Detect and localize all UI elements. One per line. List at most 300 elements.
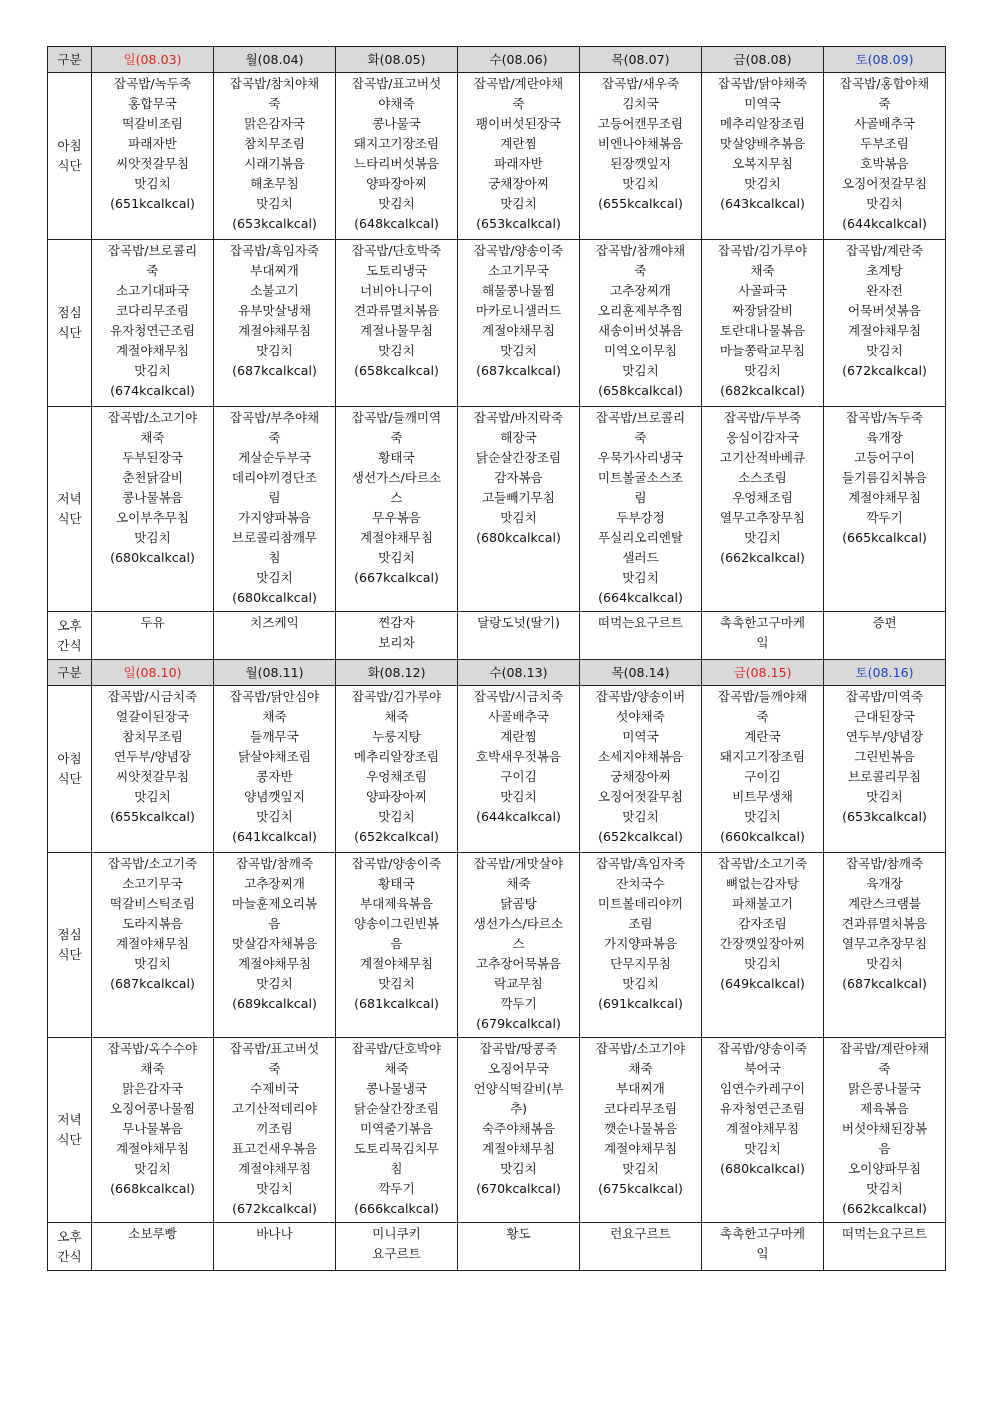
menu-line: 맛김치 — [622, 570, 659, 585]
lunch-cell — [336, 853, 458, 1038]
menu-line: 깍두기 — [500, 996, 537, 1011]
menu-line: 콩나물볶음 — [122, 490, 183, 505]
menu-line: 촉촉한고구마케 — [719, 1226, 806, 1241]
menu-line: 채죽 — [140, 1061, 165, 1076]
menu-line: 잡곡밥/땅콩죽 — [479, 1041, 558, 1056]
menu-line: (643kcalkcal) — [720, 196, 805, 211]
menu-line: 오후 — [57, 617, 82, 633]
menu-line: 맛김치 — [378, 196, 415, 211]
menu-line: 육개장 — [866, 876, 903, 891]
menu-line: 잡곡밥/표고버섯 — [351, 76, 442, 91]
menu-line: 계절야채무침 — [116, 1141, 189, 1156]
lunch-cell — [824, 240, 946, 407]
menu-line: 도라지볶음 — [122, 916, 183, 931]
menu-line: 맛김치 — [134, 956, 171, 971]
menu-line: 잡곡밥/녹두죽 — [113, 76, 192, 91]
menu-line: 돼지고기장조림 — [353, 136, 440, 151]
menu-line: 된장깻잎지 — [610, 156, 671, 171]
menu-line: 고기산적바베큐 — [719, 450, 806, 465]
menu-line: 맛살양배추볶음 — [719, 136, 806, 151]
menu-line: 죽 — [390, 430, 403, 445]
menu-line: (658kcalkcal) — [598, 383, 683, 398]
menu-line: 닭순살간장조림 — [353, 1101, 440, 1116]
breakfast-row — [48, 686, 946, 853]
menu-line: 간식 — [57, 1248, 82, 1264]
menu-line: 맛김치 — [134, 530, 171, 545]
menu-line: (668kcalkcal) — [110, 1181, 195, 1196]
menu-line: 맛살감자채볶음 — [231, 936, 318, 951]
menu-line: (662kcalkcal) — [720, 550, 805, 565]
menu-line: 닭곰탕 — [500, 896, 537, 911]
menu-line: 수제비국 — [250, 1081, 299, 1096]
menu-line: 맛김치 — [866, 1181, 903, 1196]
menu-line: 콩나물냉국 — [366, 1081, 427, 1096]
menu-line: 잡곡밥/양송이버 — [595, 689, 686, 704]
menu-line: 죽 — [756, 709, 769, 724]
menu-line: 소세지야채볶음 — [597, 749, 684, 764]
menu-line: (653kcalkcal) — [232, 216, 317, 231]
snack-row — [48, 1223, 946, 1271]
menu-line: 사골배추국 — [488, 709, 549, 724]
menu-line: 너비아니구이 — [360, 283, 433, 298]
menu-line: 고추장찌개 — [610, 283, 671, 298]
menu-line: 죽 — [268, 430, 281, 445]
snack-cell — [92, 1223, 214, 1271]
menu-line: 잡곡밥/들깨미역 — [351, 410, 442, 425]
menu-line: 오이부추무침 — [116, 510, 189, 525]
menu-line: 증편 — [872, 615, 897, 630]
dinner-cell — [214, 1038, 336, 1223]
day-header: 화(08.05) — [336, 47, 458, 73]
menu-line: 맛김치 — [622, 363, 659, 378]
menu-line: (667kcalkcal) — [354, 570, 439, 585]
menu-line: 저녁 — [57, 1112, 82, 1127]
dinner-cell — [824, 1038, 946, 1223]
menu-line: 맛김치 — [378, 809, 415, 824]
menu-line: 황태국 — [378, 876, 415, 891]
menu-line: 유자청연근조림 — [719, 1101, 806, 1116]
menu-line: 참치무조림 — [244, 136, 305, 151]
menu-line: 미역국 — [744, 96, 781, 111]
menu-line: (670kcalkcal) — [476, 1181, 561, 1196]
menu-line: 계절야채무침 — [116, 343, 189, 358]
day-header: 화(08.12) — [336, 660, 458, 686]
menu-line: 저녁 — [57, 491, 82, 506]
menu-line: 간장깻잎장아찌 — [719, 936, 806, 951]
dinner-cell — [580, 407, 702, 612]
menu-line: 깍두기 — [866, 510, 903, 525]
snack-row — [48, 612, 946, 660]
menu-line: 양송이그린빈볶 — [353, 916, 440, 931]
menu-line: 마늘쫑락교무침 — [719, 343, 806, 358]
menu-line: 견과류멸치볶음 — [841, 916, 928, 931]
menu-line: 잡곡밥/닭안심야 — [229, 689, 320, 704]
menu-line: 표고건새우볶음 — [231, 1141, 318, 1156]
menu-line: 잡곡밥/계란야채 — [473, 76, 564, 91]
menu-line: 씨앗젓갈무침 — [116, 769, 189, 784]
menu-line: 미트볼데리야끼 — [597, 896, 684, 911]
snack-cell — [458, 1223, 580, 1271]
menu-line: 점심 — [57, 927, 82, 942]
menu-line: 구이김 — [500, 769, 537, 784]
menu-line: 옹심이감자국 — [726, 430, 799, 445]
menu-line: 잡곡밥/닭야채죽 — [717, 76, 808, 91]
breakfast-cell — [214, 686, 336, 853]
menu-line: 잡곡밥/표고버섯 — [229, 1041, 320, 1056]
menu-line: 단무지무침 — [610, 956, 671, 971]
menu-line: 무우볶음 — [372, 510, 421, 525]
menu-line: 두유 — [140, 615, 165, 630]
menu-line: 소불고기 — [250, 283, 299, 298]
menu-line: 버섯야채된장볶 — [841, 1121, 928, 1136]
menu-line: 미트볼굴소스조 — [597, 470, 684, 485]
menu-line: 오후 — [57, 1228, 82, 1244]
menu-line: (689kcalkcal) — [232, 996, 317, 1011]
menu-line: 느타리버섯볶음 — [353, 156, 440, 171]
snack-cell — [824, 1223, 946, 1271]
menu-line: 양파장아찌 — [366, 176, 427, 191]
menu-line: 계절야채무침 — [238, 956, 311, 971]
menu-line: 죽 — [268, 1061, 281, 1076]
breakfast-cell — [92, 686, 214, 853]
menu-line: 맛김치 — [378, 550, 415, 565]
meal-plan-table — [47, 46, 946, 1271]
menu-line: 시래기볶음 — [244, 156, 305, 171]
menu-line: 춘천닭갈비 — [122, 470, 183, 485]
day-header: 수(08.06) — [458, 47, 580, 73]
menu-line: 잡곡밥/소고기죽 — [717, 856, 808, 871]
menu-line: 메추리알장조림 — [353, 749, 440, 764]
menu-line: 떠먹는요구르트 — [841, 1226, 928, 1241]
menu-line: (687kcalkcal) — [476, 363, 561, 378]
breakfast-cell — [580, 686, 702, 853]
menu-line: 잡곡밥/새우죽 — [601, 76, 680, 91]
menu-line: 맛김치 — [134, 1161, 171, 1176]
snack-cell — [824, 612, 946, 660]
menu-line: 팽이버섯된장국 — [475, 116, 562, 131]
menu-line: 촉촉한고구마케 — [719, 615, 806, 630]
menu-line: 고들빼기무침 — [482, 490, 555, 505]
lunch-row — [48, 853, 946, 1038]
menu-line: 사골배추국 — [854, 116, 915, 131]
snack-cell — [214, 1223, 336, 1271]
menu-line: 양념깻잎지 — [244, 789, 305, 804]
dinner-cell — [702, 1038, 824, 1223]
menu-line: 계절야채무침 — [238, 1161, 311, 1176]
menu-line: 보리차 — [378, 635, 415, 650]
menu-line: (675kcalkcal) — [598, 1181, 683, 1196]
menu-line: 궁채장아찌 — [488, 176, 549, 191]
menu-line: 채죽 — [384, 709, 409, 724]
menu-line: 우묵가사리냉국 — [597, 450, 684, 465]
menu-line: 호박볶음 — [860, 156, 909, 171]
menu-line: 죽 — [512, 96, 525, 111]
menu-line: (644kcalkcal) — [842, 216, 927, 231]
menu-line: 소고기무국 — [122, 876, 183, 891]
menu-line: 잡곡밥/계란죽 — [845, 243, 924, 258]
menu-line: 게살순두부국 — [238, 450, 311, 465]
menu-line: (681kcalkcal) — [354, 996, 439, 1011]
menu-line: 음 — [878, 1141, 891, 1156]
menu-line: 계절나물무침 — [360, 323, 433, 338]
lunch-cell — [702, 853, 824, 1038]
menu-line: 누룽지탕 — [372, 729, 421, 744]
menu-line: 돼지고기장조림 — [719, 749, 806, 764]
menu-line: 잡곡밥/양송이죽 — [351, 856, 442, 871]
menu-line: (665kcalkcal) — [842, 530, 927, 545]
menu-line: 야채죽 — [378, 96, 415, 111]
menu-line: 육개장 — [866, 430, 903, 445]
menu-line: 마늘훈제오리볶 — [231, 896, 318, 911]
menu-line: 감자볶음 — [494, 470, 543, 485]
menu-line: 식단 — [57, 158, 82, 173]
menu-line: 맛김치 — [744, 176, 781, 191]
menu-line: 파래자반 — [128, 136, 177, 151]
menu-line: 맛김치 — [134, 176, 171, 191]
menu-line: (652kcalkcal) — [598, 829, 683, 844]
menu-line: 계절야채무침 — [848, 490, 921, 505]
menu-line: 맛김치 — [500, 343, 537, 358]
menu-line: 가지양파볶음 — [238, 510, 311, 525]
lunch-cell — [458, 240, 580, 407]
menu-line: 침 — [390, 1161, 403, 1176]
menu-line: 깍두기 — [378, 1181, 415, 1196]
menu-line: 잡곡밥/단호박죽 — [351, 243, 442, 258]
menu-line: 계절야채무침 — [482, 1141, 555, 1156]
breakfast-cell — [702, 73, 824, 240]
menu-line: (674kcalkcal) — [110, 383, 195, 398]
menu-line: 연두부/양념장 — [113, 749, 192, 764]
menu-line: 맛김치 — [256, 1181, 293, 1196]
menu-line: 북어국 — [744, 1061, 781, 1076]
menu-line: 두부강정 — [616, 510, 665, 525]
lunch-cell — [580, 240, 702, 407]
menu-line: 무나물볶음 — [122, 1121, 183, 1136]
menu-line: 잡곡밥/부추야채 — [229, 410, 320, 425]
menu-line: 오징어콩나물찜 — [109, 1101, 196, 1116]
menu-line: (680kcalkcal) — [720, 1161, 805, 1176]
menu-line: 소고기대파국 — [116, 283, 189, 298]
breakfast-cell — [214, 73, 336, 240]
menu-line: (687kcalkcal) — [232, 363, 317, 378]
menu-line: 잡곡밥/소고기죽 — [107, 856, 198, 871]
menu-line: 계절야채무침 — [604, 1141, 677, 1156]
menu-line: 맛김치 — [744, 363, 781, 378]
lunch-label — [48, 240, 92, 407]
menu-line: (680kcalkcal) — [110, 550, 195, 565]
menu-line: 떡갈비스틱조림 — [109, 896, 196, 911]
menu-line: (651kcalkcal) — [110, 196, 195, 211]
menu-line: 잡곡밥/단호박야 — [351, 1041, 442, 1056]
menu-line: 맛김치 — [744, 1141, 781, 1156]
menu-line: (666kcalkcal) — [354, 1201, 439, 1216]
menu-line: (653kcalkcal) — [842, 809, 927, 824]
day-header: 금(08.08) — [702, 47, 824, 73]
dinner-cell — [92, 407, 214, 612]
day-header: 토(08.09) — [824, 47, 946, 73]
breakfast-label — [48, 686, 92, 853]
gubun-label: 구분 — [48, 47, 92, 73]
snack-label — [48, 1223, 92, 1271]
menu-line: 추) — [509, 1101, 528, 1116]
menu-line: 스 — [390, 490, 403, 505]
menu-line: 맛김치 — [500, 196, 537, 211]
menu-line: 사골파국 — [738, 283, 787, 298]
menu-line: 오징어젓갈무침 — [841, 176, 928, 191]
menu-line: 콩나물국 — [372, 116, 421, 131]
menu-line: 채죽 — [628, 1061, 653, 1076]
menu-line: 해물콩나물찜 — [482, 283, 555, 298]
day-header: 일(08.03) — [92, 47, 214, 73]
menu-line: 오징어무국 — [488, 1061, 549, 1076]
dinner-cell — [702, 407, 824, 612]
menu-line: 깻순나물볶음 — [604, 1121, 677, 1136]
menu-line: 바나나 — [256, 1226, 293, 1241]
menu-line: 락교무침 — [494, 976, 543, 991]
menu-line: (662kcalkcal) — [842, 1201, 927, 1216]
menu-line: (680kcalkcal) — [476, 530, 561, 545]
day-header: 월(08.11) — [214, 660, 336, 686]
menu-line: 참치무조림 — [122, 729, 183, 744]
menu-line: 간식 — [57, 637, 82, 653]
menu-line: 잡곡밥/참깨죽 — [235, 856, 314, 871]
menu-line: (641kcalkcal) — [232, 829, 317, 844]
breakfast-cell — [336, 686, 458, 853]
menu-line: 계절야채무침 — [360, 956, 433, 971]
menu-line: 맛김치 — [378, 976, 415, 991]
lunch-cell — [92, 853, 214, 1038]
menu-line: (655kcalkcal) — [598, 196, 683, 211]
menu-line: 두부조림 — [860, 136, 909, 151]
menu-line: (664kcalkcal) — [598, 590, 683, 605]
menu-line: 고추장어묵볶음 — [475, 956, 562, 971]
menu-line: 잡곡밥/참깨야채 — [595, 243, 686, 258]
day-header: 목(08.07) — [580, 47, 702, 73]
menu-line: 죽 — [634, 430, 647, 445]
menu-line: 메추리알장조림 — [719, 116, 806, 131]
menu-line: 계절야채무침 — [116, 936, 189, 951]
menu-line: 계란찜 — [500, 136, 537, 151]
menu-line: 고등어구이 — [854, 450, 915, 465]
menu-line: 채죽 — [262, 709, 287, 724]
menu-line: 닭살야채조림 — [238, 749, 311, 764]
menu-line: 식단 — [57, 771, 82, 786]
menu-line: 미역국 — [622, 729, 659, 744]
snack-cell — [702, 1223, 824, 1271]
menu-line: 브로콜리무침 — [848, 769, 921, 784]
menu-line: 마카로니샐러드 — [475, 303, 562, 318]
snack-cell — [214, 612, 336, 660]
menu-line: 요구르트 — [372, 1246, 421, 1261]
day-header: 일(08.10) — [92, 660, 214, 686]
lunch-cell — [702, 240, 824, 407]
menu-line: 죽 — [878, 96, 891, 111]
menu-line: 들기름김치볶음 — [841, 470, 928, 485]
dinner-cell — [92, 1038, 214, 1223]
breakfast-cell — [92, 73, 214, 240]
menu-line: 뼈없는감자탕 — [726, 876, 799, 891]
breakfast-label — [48, 73, 92, 240]
menu-line: 비트무생채 — [732, 789, 793, 804]
menu-line: 잡곡밥/시금치죽 — [107, 689, 198, 704]
menu-line: (691kcalkcal) — [598, 996, 683, 1011]
menu-line: 식단 — [57, 325, 82, 340]
menu-line: 미역줄기볶음 — [360, 1121, 433, 1136]
menu-line: 근대된장국 — [854, 709, 915, 724]
menu-line: 맑은감자국 — [244, 116, 305, 131]
snack-cell — [702, 612, 824, 660]
breakfast-cell — [580, 73, 702, 240]
menu-line: 유부맛살냉채 — [238, 303, 311, 318]
snack-cell — [92, 612, 214, 660]
menu-line: 식단 — [57, 511, 82, 526]
menu-line: (649kcalkcal) — [720, 976, 805, 991]
menu-line: 잡곡밥/소고기야 — [595, 1041, 686, 1056]
menu-line: (679kcalkcal) — [476, 1016, 561, 1031]
menu-line: 떠먹는요구르트 — [597, 615, 684, 630]
lunch-cell — [458, 853, 580, 1038]
menu-line: 생선가스/타르소 — [351, 470, 442, 485]
dinner-row — [48, 1038, 946, 1223]
menu-line: 채죽 — [750, 263, 775, 278]
menu-line: 씨앗젓갈무침 — [116, 156, 189, 171]
dinner-cell — [336, 407, 458, 612]
menu-line: 미니쿠키 — [372, 1226, 421, 1241]
menu-line: 맑은콩나물국 — [848, 1081, 921, 1096]
menu-line: 잡곡밥/양송이죽 — [473, 243, 564, 258]
menu-line: 맛김치 — [256, 570, 293, 585]
lunch-cell — [580, 853, 702, 1038]
menu-line: 임연수카레구이 — [719, 1081, 806, 1096]
menu-line: 맛김치 — [256, 976, 293, 991]
menu-line: 달랑도넛(딸기) — [477, 615, 560, 630]
menu-line: 음 — [390, 936, 403, 951]
breakfast-cell — [458, 73, 580, 240]
menu-line: 잡곡밥/녹두죽 — [845, 410, 924, 425]
menu-line: 고기산적데리야 — [231, 1101, 318, 1116]
menu-line: 파채불고기 — [732, 896, 793, 911]
menu-line: 소스조림 — [738, 470, 787, 485]
menu-line: 잡곡밥/바지락죽 — [473, 410, 564, 425]
week-header-row — [48, 660, 946, 686]
dinner-cell — [458, 1038, 580, 1223]
gubun-label: 구분 — [48, 660, 92, 686]
breakfast-cell — [336, 73, 458, 240]
menu-line: 짜장닭갈비 — [732, 303, 793, 318]
menu-line: (682kcalkcal) — [720, 383, 805, 398]
menu-line: 언양식떡갈비(부 — [473, 1081, 564, 1096]
menu-line: 점심 — [57, 305, 82, 320]
menu-line: 맛김치 — [378, 343, 415, 358]
menu-line: 부대제육볶음 — [360, 896, 433, 911]
menu-line: 고등어캔무조림 — [597, 116, 684, 131]
snack-cell — [336, 612, 458, 660]
menu-line: 황태국 — [378, 450, 415, 465]
lunch-cell — [214, 853, 336, 1038]
menu-line: 잡곡밥/흑임자죽 — [229, 243, 320, 258]
menu-line: 잡곡밥/미역죽 — [845, 689, 924, 704]
menu-line: 잡곡밥/흑임자죽 — [595, 856, 686, 871]
menu-line: 치즈케익 — [250, 615, 299, 630]
menu-line: 맛김치 — [500, 1161, 537, 1176]
menu-line: 김치국 — [622, 96, 659, 111]
menu-line: 잡곡밥/두부죽 — [723, 410, 802, 425]
menu-line: 연두부/양념장 — [845, 729, 924, 744]
menu-line: (644kcalkcal) — [476, 809, 561, 824]
menu-line: 소보루빵 — [128, 1226, 177, 1241]
menu-line: 계절야채무침 — [482, 323, 555, 338]
menu-line: (672kcalkcal) — [232, 1201, 317, 1216]
